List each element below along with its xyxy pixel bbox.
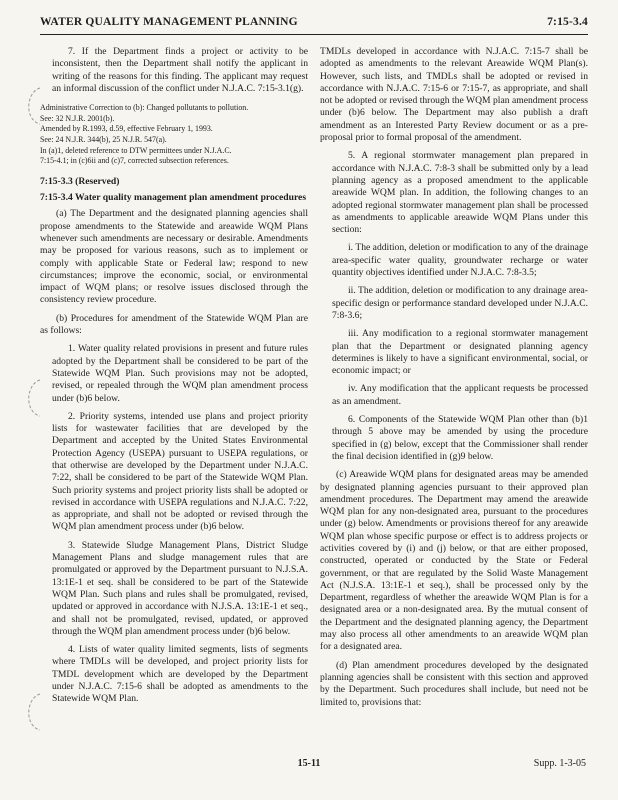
paragraph-b6: 6. Components of the Statewide WQM Plan other than (b)1 through 5 above may be amended by using the procedure specified in (g) below, except that the Commissioner shall render the final decision identified in (g)9 below. [332,414,588,462]
history-note: Administrative Correction to (b): Changed pollutants to pollution. [40,103,249,113]
paragraph-b5-ii: ii. The addition, deletion or modification to any drainage area-specific design or performance standard developed under N.J.A.C. 7:8-3.6; [332,285,588,321]
paragraph-d: (d) Plan amendment procedures developed by the designated planning agencies shall be consistent with this section and approved by the Department. Such procedures shall include, but need not be limited to, provisions that: [320,659,588,708]
paragraph-c: (c) Areawide WQM plans for designated areas may be amended by designated planning agencies pursuant to their approved plan amendment procedures. The Department may amend the areawide WQM plan for any non-designated area, pursuant to the procedures under (g) below. Amendments or provisions thereof for any areawide WQM plan whose specific purpose or effect is to address projects or activities covered by (i) and (j) below, or that are either proposed, constructed, operated or conducted by the State or Federal government, or that are regulated by the Solid Waste Management Act (N.J.S.A. 13:1E-1 et seq.), shall be processed only by the Department, regardless of whether the areawide WQM Plan is for a designated area or a non-designated area. By the mutual consent of the Department and the designated planning agency, the Department may also process all other amendments to an areawide WQM plan for a designated area. [320,469,588,653]
page-number: 15-11 [297,758,321,769]
paragraph-b4-continued: TMDLs developed in accordance with N.J.A.C. 7:15-7 shall be adopted as amendments to the relevant Areawide WQM Plan(s). However, such lists, and TMDLs shall be adopted or revised in accordance with N.J.A.C. 7:15-6 or 7:15-7, as appropriate, and shall not be adopted or revised through the WQM plan amendment process under (b)6 below. The Department may also publish a draft amendment as an Interested Party Review document or as a pre-proposal prior to formal proposal of the amendment. [320,46,588,144]
paragraph-a7: 7. If the Department finds a project or activity to be inconsistent, then the Department shall notify the applicant in writing of the reasons for this finding. The applicant may request an informal discussion of the conflict under N.J.A.C. 7:15-3.1(g). [52,46,308,94]
paragraph-a: (a) The Department and the designated planning agencies shall propose amendments to the Statewide and areawide WQM Plans whenever such amendments are necessary or desirable. Amendments may be proposed for various reasons, such as to implement or comply with applicable State or Federal law; respond to new circumstances; improve the economic, social, or environmental impact of WQM plans; or resolve issues disclosed through the consistency review procedure. [40,208,308,306]
section-heading-3-4: 7:15-3.4 Water quality management plan amendment procedures [40,192,307,204]
history-note: See: 32 N.J.R. 2001(b). [40,113,115,123]
paragraph-b5-i: i. The addition, deletion or modification to any of the drainage area-specific water quality, groundwater recharge or water quantity objectives identified under N.J.A.C. 7:8-3.5; [332,242,588,279]
paragraph-b5-iv: iv. Any modification that the applicant requests be processed as an amendment. [332,383,588,407]
section-heading-3-3: 7:15-3.3 (Reserved) [40,175,120,187]
paragraph-b1: 1. Water quality related provisions in present and future rules adopted by the Department shall be considered to be part of the Statewide WQM Plan. Such provisions may not be adopted, revised, or repealed through the WQM plan amendment process under (b)6 below. [52,343,308,404]
history-note: 7:15-4.1; in (c)6ii and (c)7, corrected subsection references. [40,156,229,166]
header-title: WATER QUALITY MANAGEMENT PLANNING [40,16,298,28]
right-column [320,46,588,715]
paragraph-b4: 4. Lists of water quality limited segments, lists of segments where TMDLs will be developed, and project priority lists for TMDL development which are developed by the Department under N.J.A.C. 7:15-6 shall be adopted as amendments to the Statewide WQM Plan. [52,644,308,705]
paragraph-b5: 5. A regional stormwater management plan prepared in accordance with N.J.A.C. 7:8-3 shall be submitted only by a lead planning agency as a proposed amendment to the applicable areawide WQM plan. In addition, the following changes to an adopted regional stormwater management plan shall be processed as amendments to applicable areawide WQM Plans under this section: [332,150,588,236]
history-note: See: 24 N.J.R. 344(b), 25 N.J.R. 547(a). [40,134,167,144]
left-column [40,46,308,712]
paragraph-b3: 3. Statewide Sludge Management Plans, District Sludge Management Plans and sludge management rules that are promulgated or approved by the Department pursuant to N.J.S.A. 13:1E-1 et seq. shall be considered to be part of the Statewide WQM Plan. Such plans and rules shall be promulgated, revised, updated or approved in accordance with N.J.S.A. 13:1E-1 et seq., and shall not be promulgated, revised, updated, or approved through the WQM plan amendment process under (b)6 below. [52,539,308,637]
paragraph-b2: 2. Priority systems, intended use plans and project priority lists for wastewater facilities that are developed by the Department and accepted by the United States Environmental Protection Agency (USEPA) pursuant to USEPA regulations, or that otherwise are developed by the Department under N.J.A.C. 7:22, shall be considered to be part of the Statewide WQM Plan. Such priority systems and project priority lists shall be adopted or revised in accordance with USEPA regulations and N.J.A.C. 7:22, as appropriate, and shall not be adopted or revised through the WQM plan amendment process under (b)6 below. [52,410,308,533]
history-note: In (a)1, deleted reference to DTW permittees under N.J.A.C. [40,145,232,155]
paragraph-b5-iii: iii. Any modification to a regional stormwater management plan that the Department or designated planning agency determines is likely to have a significant environmental, social, or economic impact; or [332,328,588,377]
running-header [40,12,588,35]
history-note: Amended by R.1993, d.59, effective February 1, 1993. [40,124,213,134]
supplement-date: Supp. 1-3-05 [533,758,586,769]
paragraph-b: (b) Procedures for amendment of the Statewide WQM Plan are as follows: [40,312,308,337]
header-section-number: 7:15-3.4 [547,16,588,28]
